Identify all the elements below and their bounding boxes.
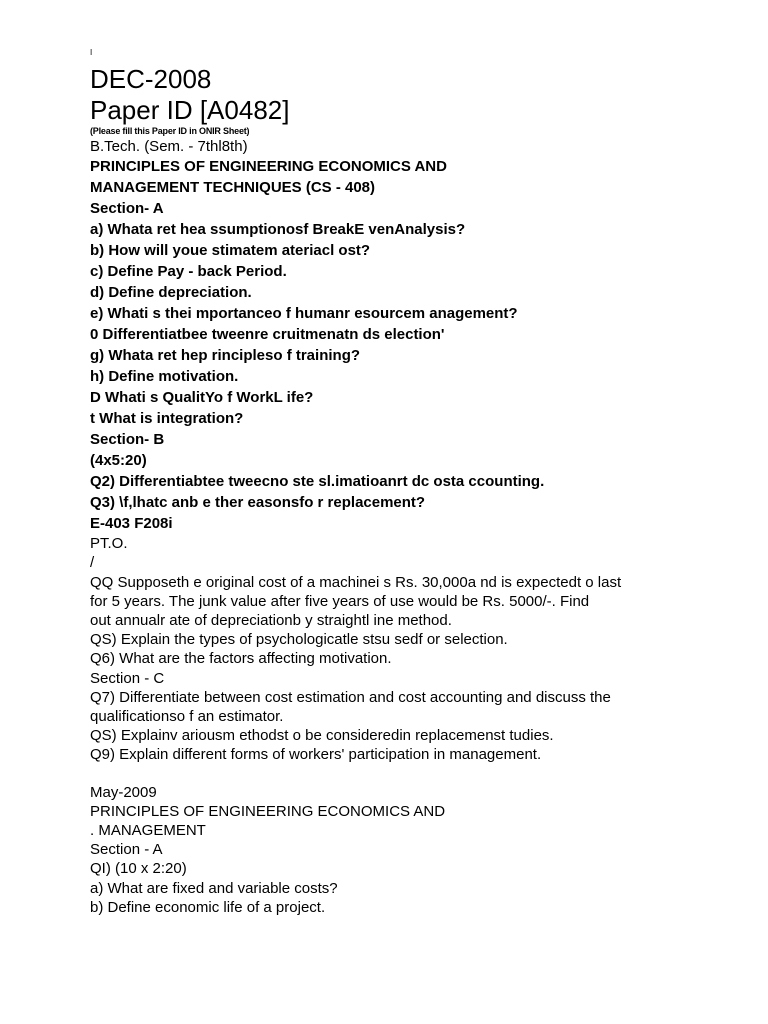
page-footer-code: E-403 F208i <box>90 515 173 533</box>
question-line: QS) Explain the types of psychologicatle stsu sedf or selection. <box>90 631 508 649</box>
question-line: a) What are fixed and variable costs? <box>90 879 338 897</box>
slash-mark: / <box>90 554 95 572</box>
question-line: c) Define Pay - back Period. <box>90 263 287 281</box>
section-a-heading: Section- A <box>90 200 164 218</box>
section-b-heading: Section- B <box>90 431 165 449</box>
subject-title-line-1: PRINCIPLES OF ENGINEERING ECONOMICS AND <box>90 158 447 176</box>
question-line: Q6) What are the factors affecting motivation. <box>90 650 392 668</box>
paper-id-heading: Paper ID [A0482] <box>90 95 290 125</box>
question-line: Q9) Explain different forms of workers' participation in management. <box>90 746 542 764</box>
question-line: for 5 years. The junk value after five years of use would be Rs. 5000/-. Find <box>90 592 590 610</box>
page-turn-marker: PT.O. <box>90 535 128 553</box>
question-line: h) Define motivation. <box>90 368 239 386</box>
question-line: g) Whata ret hep rincipleso f training? <box>90 347 361 365</box>
course-line: B.Tech. (Sem. - 7thl8th) <box>90 138 248 155</box>
second-exam-block <box>90 783 760 917</box>
question-block-bold <box>90 156 760 534</box>
question-line: d) Define depreciation. <box>90 284 252 302</box>
question-line: b) Define economic life of a project. <box>90 898 326 916</box>
question-line: a) Whata ret hea ssumptionosf BreakE venAnalysis? <box>90 221 466 239</box>
question-line: Q3) \f,lhatc anb e ther easonsfo r replacement? <box>90 494 426 512</box>
question-block-regular <box>90 534 760 764</box>
question-line: b) How will youe stimatem ateriacl ost? <box>90 242 371 260</box>
marks-line: (4x5:20) <box>90 452 147 470</box>
paper-id-note: (Please fill this Paper ID in ONIR Sheet) <box>90 126 250 136</box>
second-subject-title-line-1: PRINCIPLES OF ENGINEERING ECONOMICS AND <box>90 802 446 820</box>
question-line: qualificationso f an estimator. <box>90 708 284 726</box>
exam-date-heading: DEC-2008 <box>90 64 212 94</box>
question-line: e) Whati s thei mportanceo f humanr esourcem anagement? <box>90 305 518 323</box>
second-section-a-heading: Section - A <box>90 841 163 859</box>
second-marks-line: QI) (10 x 2:20) <box>90 860 187 878</box>
section-c-heading: Section - C <box>90 669 165 687</box>
page-mark: I <box>90 48 93 57</box>
question-line: Q2) Differentiabtee tweecno ste sl.imatioanrt dc osta ccounting. <box>90 473 545 491</box>
question-line: 0 Differentiatbee tweenre cruitmenatn ds election' <box>90 326 445 344</box>
subject-title-line-2: MANAGEMENT TECHNIQUES (CS - 408) <box>90 179 376 197</box>
second-exam-date: May-2009 <box>90 783 157 801</box>
question-line: Q7) Differentiate between cost estimation and cost accounting and discuss the <box>90 688 611 706</box>
question-line: t What is integration? <box>90 410 244 428</box>
document-page <box>90 48 760 917</box>
question-line: D Whati s QualitYo f WorkL ife? <box>90 389 314 407</box>
question-line: QS) Explainv ariousm ethodst o be consideredin replacemenst tudies. <box>90 727 554 745</box>
second-subject-title-line-2: . MANAGEMENT <box>90 822 206 840</box>
blank-gap <box>90 765 760 783</box>
question-line: QQ Supposeth e original cost of a machinei s Rs. 30,000a nd is expectedt o last <box>90 573 622 591</box>
question-line: out annualr ate of depreciationb y straightl ine method. <box>90 612 452 630</box>
